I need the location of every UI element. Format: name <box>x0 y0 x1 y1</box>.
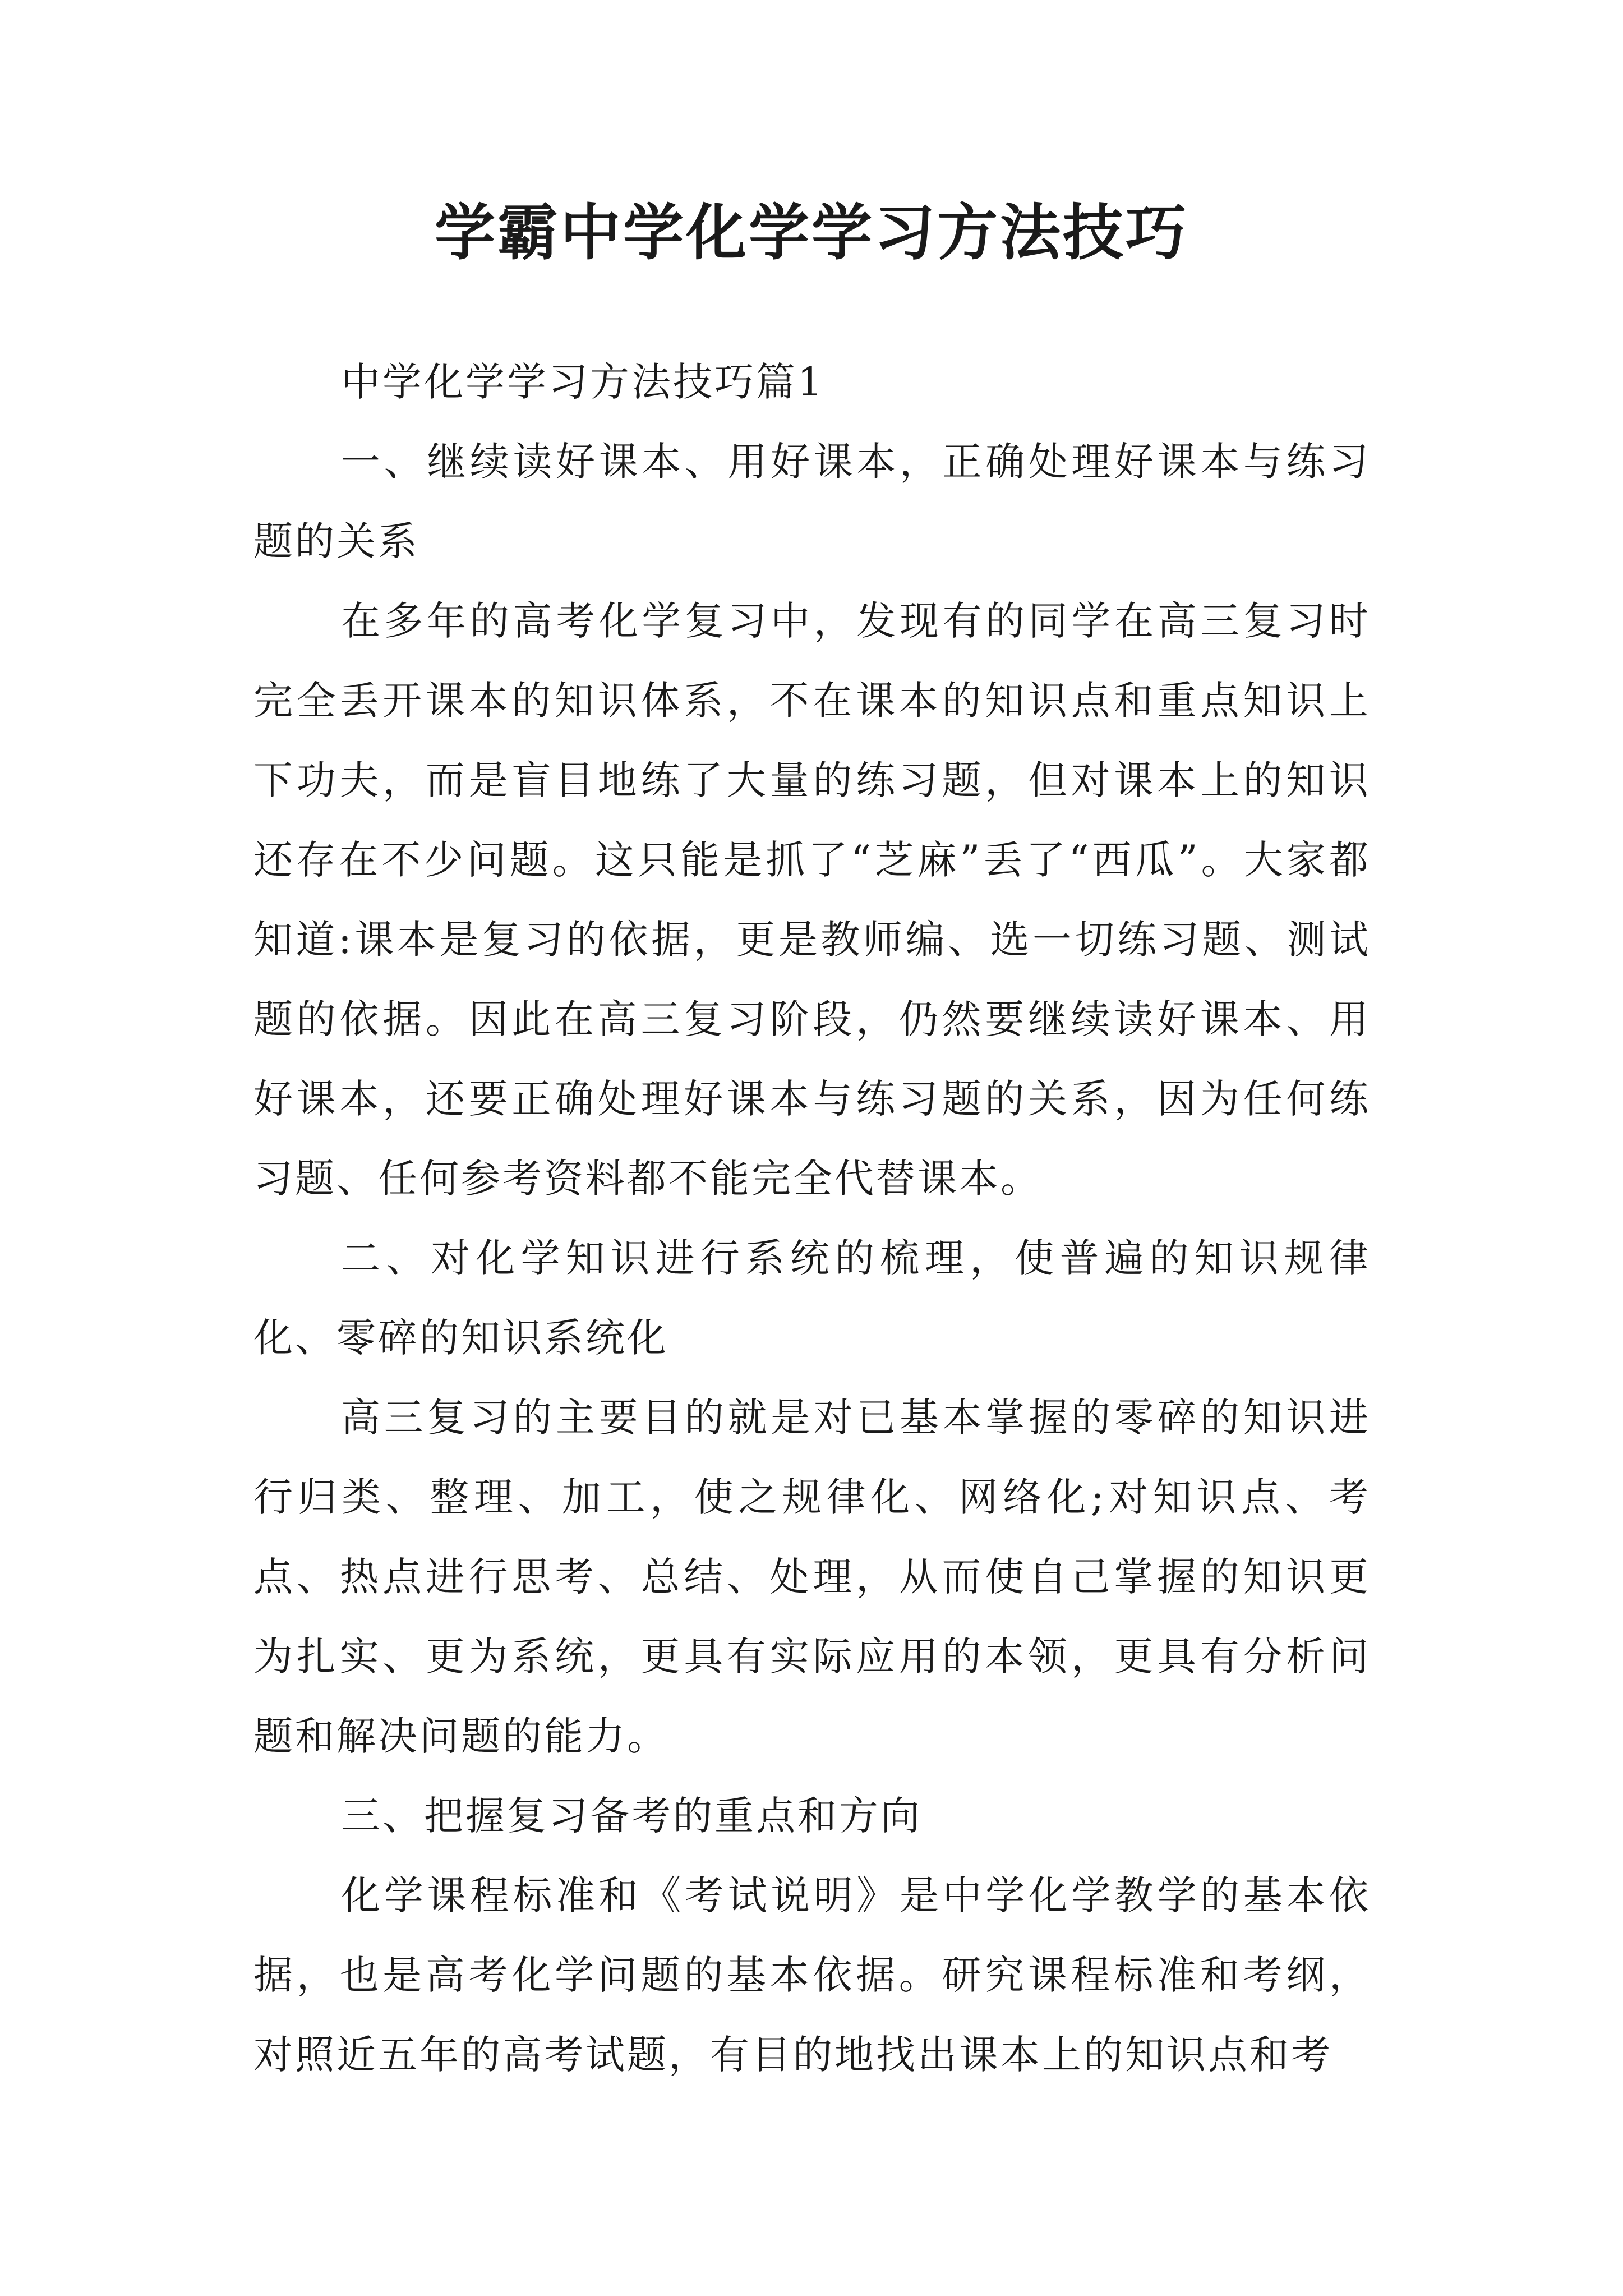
section-heading: 中学化学学习方法技巧篇1 <box>341 359 825 405</box>
subheading-3: 三、把握复习备考的重点和方向 <box>341 1793 922 1839</box>
paragraph-1: 在多年的高考化学复习中，发现有的同学在高三复习时完全丢开课本的知识体系，不在课本的知识点和重点知识上下功夫，而是盲目地练了大量的练习题，但对课本上的知识还存在不少问题。这只能是抓了“芝麻”丢了“西瓜”。大家都知道:课本是复习的依据，更是教师编、选一切练习题、测试题的依据。因此在高三复习阶段，仍然要继续读好课本、用好课本，还要正确处理好课本与练习题的关系，因为任何练习题、任何参考资料都不能完全代替课本。 <box>253 598 1371 1202</box>
subheading-1: 一、继续读好课本、用好课本，正确处理好课本与练习题的关系 <box>253 439 1371 564</box>
document-title: 学霸中学化学学习方法技巧 <box>434 197 1188 268</box>
document-body <box>253 342 1371 2095</box>
paragraph-2: 高三复习的主要目的就是对已基本掌握的零碎的知识进行归类、整理、加工，使之规律化、网络化;对知识点、考点、热点进行思考、总结、处理，从而使自己掌握的知识更为扎实、更为系统，更具有实际应用的本领，更具有分析问题和解决问题的能力。 <box>253 1395 1371 1759</box>
paragraph-3: 化学课程标准和《考试说明》是中学化学教学的基本依据，也是高考化学问题的基本依据。研究课程标准和考纲，对照近五年的高考试题，有目的地找出课本上的知识点和考 <box>253 1872 1371 2078</box>
subheading-2: 二、对化学知识进行系统的梳理，使普遍的知识规律化、零碎的知识系统化 <box>253 1235 1371 1361</box>
